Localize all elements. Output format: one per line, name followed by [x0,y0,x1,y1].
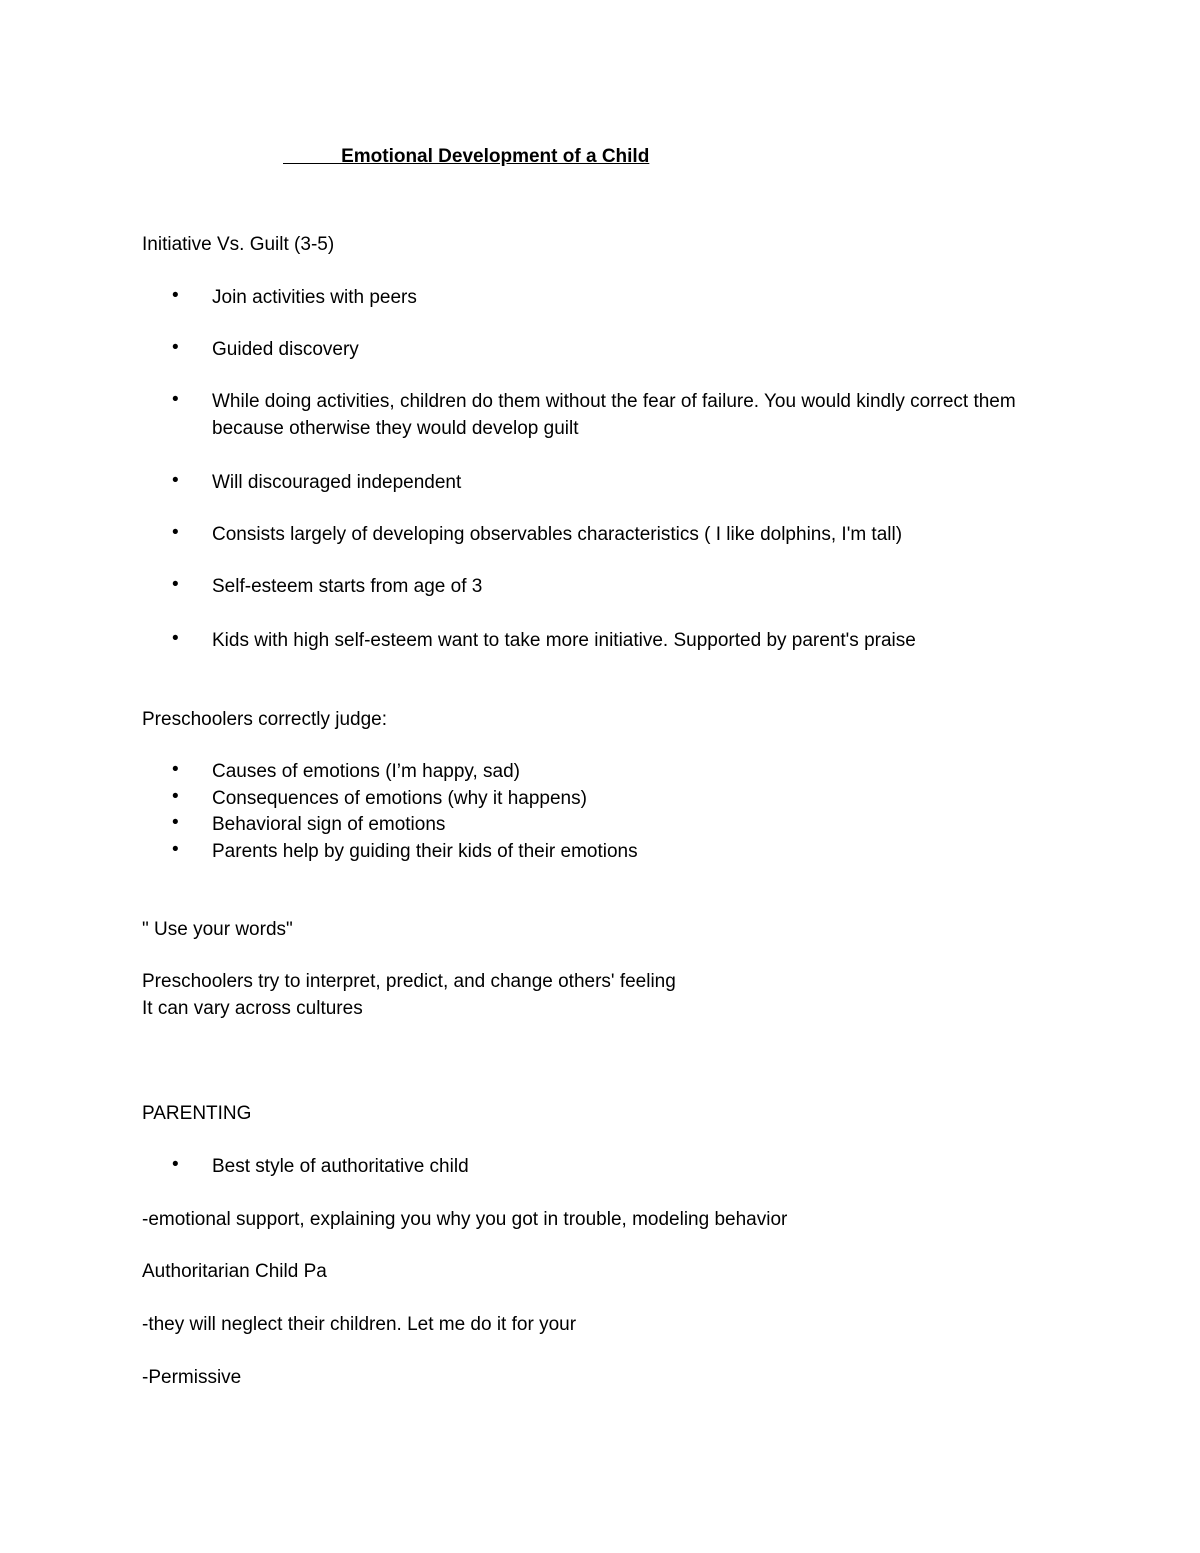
quote-text: " Use your words" [142,919,293,940]
list-item-text: Consequences of emotions (why it happens) [212,788,587,809]
bullet-icon: • [172,786,179,807]
section-heading-initiative: Initiative Vs. Guilt (3-5) [142,234,335,255]
list-item-text: Will discouraged independent [212,472,462,493]
paragraph-line: -they will neglect their children. Let me do it for your [142,1314,577,1335]
list-item-text: Self-esteem starts from age of 3 [212,576,483,597]
bullet-icon: • [172,628,179,649]
list-item-text: While doing activities, children do them without the fear of failure. You would kindly correct them because otherwise they would develop guilt [212,391,1016,439]
list-item-text: Best style of authoritative child [212,1156,469,1177]
bullet-icon: • [172,839,179,860]
list-item-text: Consists largely of developing observables characteristics ( I like dolphins, I'm tall) [212,524,903,545]
list-item-text: Kids with high self-esteem want to take more initiative. Supported by parent's praise [212,630,916,651]
list-item-text: Causes of emotions (I’m happy, sad) [212,761,521,782]
section-heading-parenting: PARENTING [142,1103,252,1124]
bullet-icon: • [172,285,179,306]
paragraph-line: Authoritarian Child Pa [142,1261,327,1282]
bullet-icon: • [172,759,179,780]
list-item-text: Behavioral sign of emotions [212,814,446,835]
list-item-text: Guided discovery [212,339,359,360]
bullet-icon: • [172,470,179,491]
document-title: Emotional Development of a Child [283,146,650,167]
bullet-icon: • [172,337,179,358]
paragraph-line: -emotional support, explaining you why you got in trouble, modeling behavior [142,1209,788,1230]
list-item-text: Join activities with peers [212,287,417,308]
section-heading-preschoolers: Preschoolers correctly judge: [142,709,387,730]
bullet-icon: • [172,522,179,543]
paragraph-line: It can vary across cultures [142,998,363,1019]
paragraph-line: Preschoolers try to interpret, predict, and change others' feeling [142,971,676,992]
list-item-text: Parents help by guiding their kids of their emotions [212,841,638,862]
bullet-icon: • [172,574,179,595]
bullet-icon: • [172,389,179,410]
bullet-icon: • [172,1154,179,1175]
bullet-icon: • [172,812,179,833]
paragraph-line: -Permissive [142,1367,242,1388]
